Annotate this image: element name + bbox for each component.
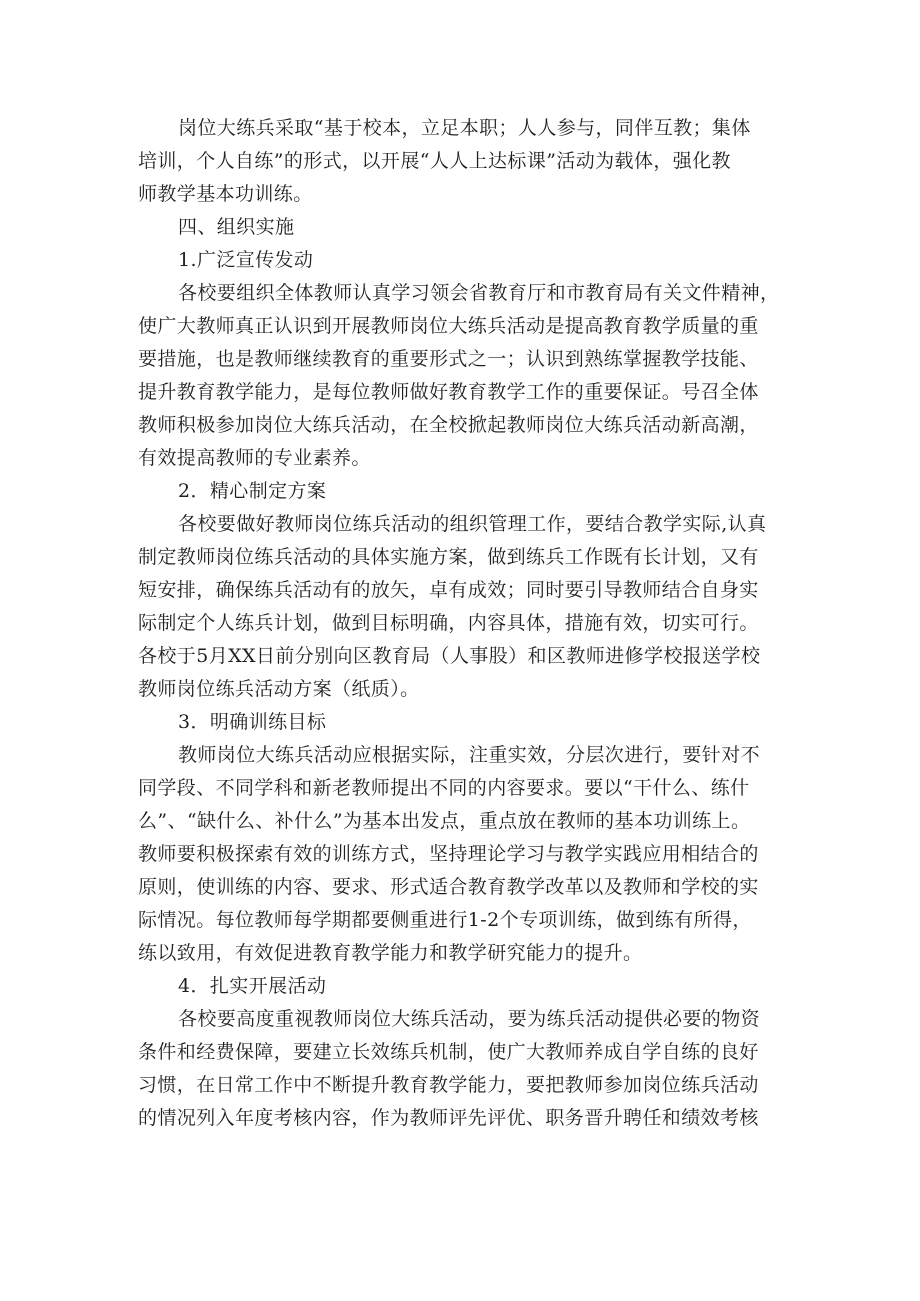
text-line: 练以致用，有效促进教育教学能力和教学研究能力的提升。: [138, 942, 643, 964]
text-line: 培训，个人自练”的形式，以开展“人人上达标课”活动为载体，强化教: [138, 150, 731, 172]
text-line: 使广大教师真正认识到开展教师岗位大练兵活动是提高教育教学质量的重: [138, 315, 759, 337]
text-line: 短安排，确保练兵活动有的放矢，卓有成效；同时要引导教师结合自身实: [138, 579, 759, 601]
subsection-heading: 3．明确训练目标: [178, 711, 327, 733]
text-line: 同学段、不同学科和新老教师提出不同的内容要求。要以“干什么、练什: [138, 777, 750, 799]
text-line: 条件和经费保障，要建立长效练兵机制，使广大教师养成自学自练的良好: [138, 1041, 759, 1063]
text-line: 有效提高教师的专业素养。: [138, 447, 371, 469]
subsection-heading: 4．扎实开展活动: [178, 975, 327, 997]
document-body: [138, 112, 788, 1135]
text-line: 提升教育教学能力，是每位教师做好教育教学工作的重要保证。号召全体: [138, 381, 759, 403]
text-line: 习惯，在日常工作中不断提升教育教学能力，要把教师参加岗位练兵活动: [138, 1074, 759, 1096]
text-line: 原则，使训练的内容、要求、形式适合教育教学改革以及教师和学校的实: [138, 876, 759, 898]
text-line: 教师岗位大练兵活动应根据实际，注重实效，分层次进行，要针对不: [178, 744, 761, 766]
text-line: 各校要组织全体教师认真学习领会省教育厅和市教育局有关文件精神，: [178, 282, 780, 304]
text-line: 么”、“缺什么、补什么”为基本出发点，重点放在教师的基本功训练上。: [138, 810, 751, 832]
paragraph-intro: [138, 112, 788, 211]
text-line: 教师积极参加岗位大练兵活动，在全校掀起教师岗位大练兵活动新高潮，: [138, 414, 759, 436]
subsection-heading: 1.广泛宣传发动: [178, 249, 314, 271]
text-line: 各校要高度重视教师岗位大练兵活动，要为练兵活动提供必要的物资: [178, 1008, 761, 1030]
text-line: 岗位大练兵采取“基于校本，立足本职；人人参与，同伴互教；集体: [178, 117, 751, 139]
text-line: 制定教师岗位练兵活动的具体实施方案，做到练兵工作既有长计划，又有: [138, 546, 759, 568]
section-heading: 四、组织实施: [178, 216, 295, 238]
text-line: 的情况列入年度考核内容，作为教师评先评优、职务晋升聘任和绩效考核: [138, 1107, 759, 1129]
paragraph-activities: [138, 1003, 788, 1135]
text-line: 各校要做好教师岗位练兵活动的组织管理工作，要结合教学实际,认真: [178, 513, 767, 535]
text-line: 际情况。每位教师每学期都要侧重进行1-2个专项训练，做到练有所得，: [138, 909, 752, 931]
paragraph-publicity: [138, 277, 788, 475]
paragraph-goals: [138, 739, 788, 970]
text-line: 际制定个人练兵计划，做到目标明确，内容具体，措施有效，切实可行。: [138, 612, 759, 634]
text-line: 教师岗位练兵活动方案（纸质）。: [138, 678, 420, 700]
text-line: 各校于5月XX日前分别向区教育局（人事股）和区教师进修学校报送学校: [138, 645, 761, 667]
text-line: 教师要积极探索有效的训练方式，坚持理论学习与教学实践应用相结合的: [138, 843, 759, 865]
paragraph-plan: [138, 508, 788, 706]
text-line: 要措施，也是教师继续教育的重要形式之一；认识到熟练掌握教学技能、: [138, 348, 759, 370]
subsection-heading: 2．精心制定方案: [178, 480, 327, 502]
text-line: 师教学基本功训练。: [138, 183, 313, 205]
